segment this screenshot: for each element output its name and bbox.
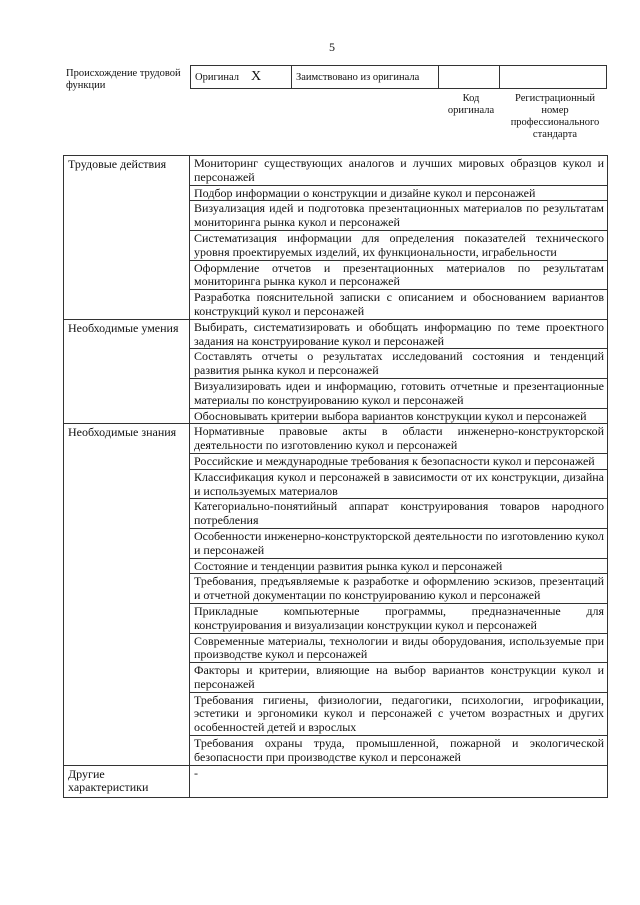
origin-code-cell — [439, 66, 500, 89]
section-item: Оформление отчетов и презентационных материалов по результатам мониторинга рынка кукол и персонажей — [190, 261, 607, 291]
section-item: Визуализировать идеи и информацию, готовить отчетные и презентационные материалы по конструированию кукол и персонажей — [190, 379, 607, 409]
origin-reg-cell — [500, 66, 607, 89]
section-items — [190, 765, 608, 798]
origin-label: Происхождение трудовой функции — [66, 68, 181, 91]
section-item: Подбор информации о конструкции и дизайне кукол и персонажей — [190, 186, 607, 202]
section-item: Требования охраны труда, промышленной, пожарной и экологической безопасности при производстве кукол и персонажей — [194, 736, 604, 764]
section-item: Составлять отчеты о результатах исследований состояния и тенденций развития рынка кукол и персонажей — [190, 349, 607, 379]
reg-caption: Регистрационный номер профессионального стандарта — [510, 93, 600, 140]
section-item: Требования гигиены, физиологии, педагогики, психологии, игрофикации, эстетики и эргономики кукол и персонажей с учетом возрастных и других особенностей детей и взрослых — [190, 693, 607, 736]
section-item: Разработка пояснительной записки с описанием и обоснованием вариантов конструкций кукол и персонажей — [194, 290, 604, 318]
section-item: Визуализация идей и подготовка презентационных материалов по результатам мониторинга рынка кукол и персонажей — [190, 201, 607, 231]
origin-row — [191, 66, 607, 89]
section-items — [190, 424, 608, 765]
section-row — [64, 156, 608, 320]
section-item: Прикладные компьютерные программы, предназначенные для конструирования и визуализации конструкции кукол и персонажей — [190, 604, 607, 634]
section-item: Классификация кукол и персонажей в зависимости от их конструкции, дизайна и используемых материалов — [190, 470, 607, 500]
origin-original-mark: X — [251, 69, 262, 84]
page-number: 5 — [329, 40, 335, 54]
section-item: Факторы и критерии, влияющие на выбор вариантов конструкции кукол и персонажей — [190, 663, 607, 693]
section-item: Российские и международные требования к безопасности кукол и персонажей — [190, 454, 607, 470]
section-item: Требования, предъявляемые к разработке и оформлению эскизов, презентаций и отчетной документации по конструированию кукол и персонажей — [190, 574, 607, 604]
function-table — [63, 155, 608, 798]
section-title: Другие характеристики — [64, 765, 190, 798]
section-item: Обосновывать критерии выбора вариантов конструкции кукол и персонажей — [194, 408, 587, 423]
section-item: Особенности инженерно-конструкторской деятельности по изготовлению кукол и персонажей — [190, 529, 607, 559]
section-title: Трудовые действия — [64, 156, 190, 320]
section-title: Необходимые умения — [64, 319, 190, 424]
origin-table — [190, 65, 607, 89]
code-caption: Код оригинала — [447, 93, 495, 116]
section-items — [190, 156, 608, 320]
section-item: Категориально-понятийный аппарат конструирования товаров народного потребления — [190, 499, 607, 529]
section-row — [64, 319, 608, 424]
section-item: Мониторинг существующих аналогов и лучших мировых образцов кукол и персонажей — [190, 156, 607, 186]
section-item: - — [194, 765, 198, 780]
origin-original-label: Оригинал — [195, 72, 239, 83]
section-item: Выбирать, систематизировать и обобщать информацию по теме проектного задания на конструирование кукол и персонажей — [190, 320, 607, 350]
section-row — [64, 424, 608, 765]
section-row — [64, 765, 608, 798]
section-items — [190, 319, 608, 424]
section-item: Состояние и тенденции развития рынка кукол и персонажей — [190, 559, 607, 575]
origin-original-cell — [191, 66, 292, 89]
section-item: Систематизация информации для определения показателей технического уровня проектируемых изделий, их функциональности, играбельности — [190, 231, 607, 261]
origin-borrowed-cell — [292, 66, 439, 89]
section-item: Современные материалы, технологии и виды оборудования, используемые при производстве кукол и персонажей — [190, 634, 607, 664]
section-title: Необходимые знания — [64, 424, 190, 765]
origin-borrowed-label: Заимствовано из оригинала — [296, 71, 420, 83]
section-item: Нормативные правовые акты в области инженерно-конструкторской деятельности по изготовлению кукол и персонажей — [190, 424, 607, 454]
